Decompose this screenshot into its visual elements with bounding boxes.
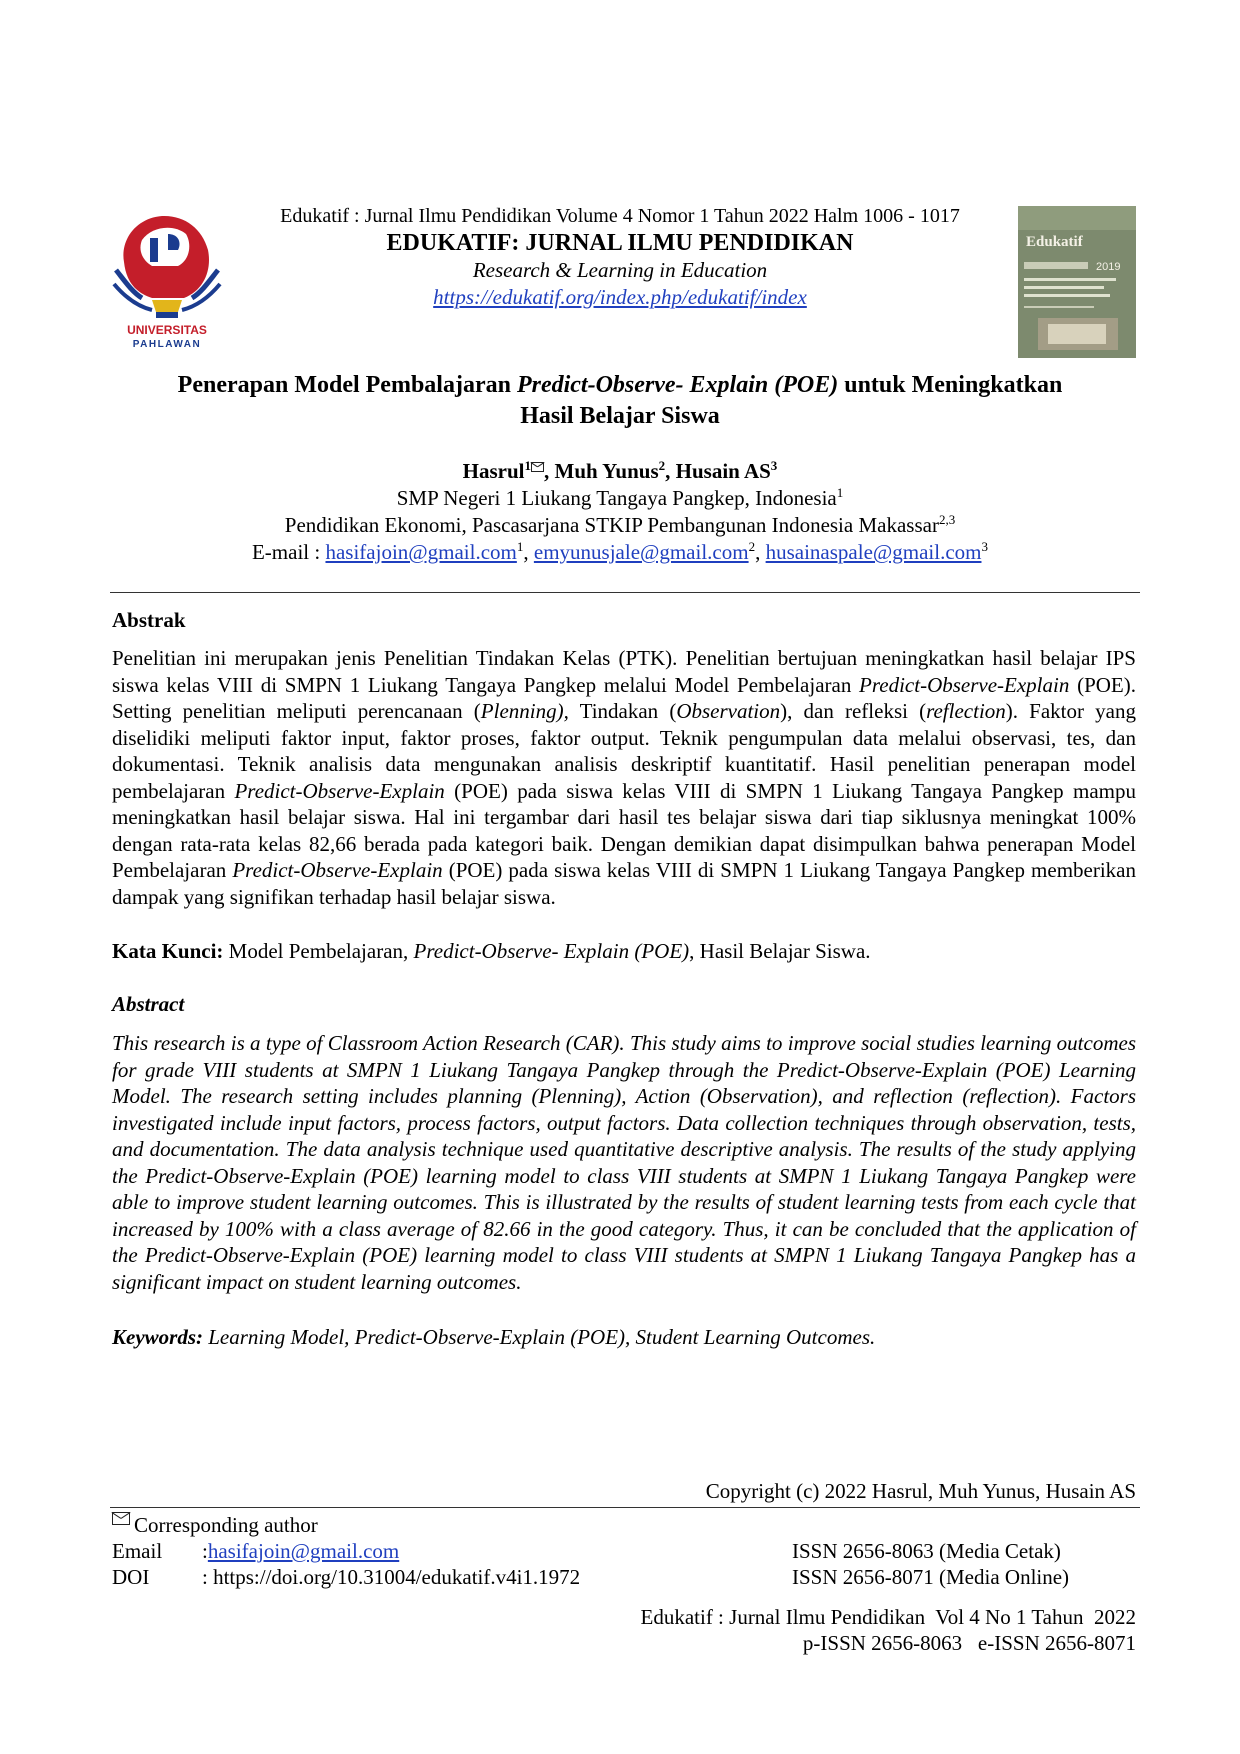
- journal-title: EDUKATIF: JURNAL ILMU PENDIDIKAN: [386, 230, 854, 256]
- university-logo: [112, 200, 222, 350]
- logo-text-universitas: UNIVERSITAS: [127, 323, 207, 337]
- logo-emblem-icon: [114, 216, 220, 318]
- author-block: [130, 458, 1110, 566]
- affiliation-1: SMP Negeri 1 Liukang Tangaya Pangkep, Indonesia$^1$: [396, 485, 844, 510]
- journal-header: [240, 204, 1000, 311]
- page-footer: Edukatif : Jurnal Ilmu Pendidikan Vol 4 No 1 Tahun 2022 p-ISSN 2656-8063 e-ISSN 2656-8071: [640, 1605, 1136, 1655]
- keywords: Keywords: Learning Model, Predict-Observe-Explain (POE), Student Learning Outcomes.: [112, 1325, 876, 1349]
- cover-year: 2019: [1096, 261, 1121, 273]
- journal-url-link[interactable]: https://edukatif.org/index.php/edukatif/index: [433, 285, 807, 309]
- footer-divider: [110, 1507, 1140, 1508]
- copyright: Copyright (c) 2022 Hasrul, Muh Yunus, Husain AS: [705, 1479, 1136, 1503]
- author-names: Hasrul$^1$ , Muh Yunus$^2$, Husain $AS^3$: [462, 458, 778, 483]
- abstrak-heading: Abstrak: [112, 608, 186, 632]
- envelope-icon: [112, 1512, 130, 1525]
- logo-text-pahlawan: PAHLAWAN: [132, 339, 202, 350]
- abstract-body: This research is a type of Classroom Action Research (CAR). This study aims to improve social studies learning outcomes for grade VIII students at SMPN 1 Liukang Tangaya Pangkep through the Predict-Observe-Explain (POE) Learning Model. The research setting includes planning (Plenning), Action (Observation), and reflection (reflection). Factors investigated include input factors, process factors, output factors. Data collection techniques through observation, tests, and documentation. The data analysis technique used quantitative descriptive analysis. The results of the study applying the Predict-Observe-Explain (POE) learning model to class VIII students at SMPN 1 Liukang Tangaya Pangkep were able to improve student learning outcomes. This is illustrated by the results of student learning tests from each cycle that increased by 100% with a class average of 82.66 in the good category. Thus, it can be concluded that the application of the Predict-Observe-Explain (POE) learning model to class VIII students at SMPN 1 Liukang Tangaya Pangkep has a significant impact on student learning outcomes.: [112, 1031, 1136, 1294]
- paper-title: Penerapan Model Pembalajaran Predict-Observe- Explain (POE) untuk Meningkatkan Hasil Belajar Siswa: [177, 372, 1063, 429]
- divider: [110, 592, 1140, 593]
- author-emails: E-mail : hasifajoin@gmail.com$^1$, emyunusjale@gmail.com$^2$, husainaspale@gmail.com$^3$: [251, 539, 988, 564]
- doi-value: : https://doi.org/10.31004/edukatif.v4i1.1972: [202, 1565, 581, 1589]
- envelope-icon: [531, 462, 544, 472]
- cover-title: Edukatif: [1026, 234, 1083, 250]
- corresponding-author-block: Corresponding author Email : hasifajoin@gmail.com DOI : https://doi.org/10.31004/edukatif.v4i1.1972: [112, 1513, 581, 1589]
- email-link-3[interactable]: husainaspale@gmail.com: [765, 540, 982, 564]
- corresponding-email-link[interactable]: hasifajoin@gmail.com: [207, 1539, 400, 1563]
- journal-subtitle: Research & Learning in Education: [472, 258, 768, 282]
- journal-cover-image: [1018, 206, 1136, 358]
- abstract-heading: Abstract: [112, 992, 185, 1016]
- affiliation-2: Pendidikan Ekonomi, Pascasarjana STKIP Pembangunan Indonesia Makassar$^{2,3}$: [284, 512, 956, 537]
- kata-kunci: Kata Kunci: Model Pembelajaran, Predict-Observe- Explain (POE), Hasil Belajar Siswa.: [112, 939, 871, 963]
- journal-volume-line: Edukatif : Jurnal Ilmu Pendidikan Volume 4 Nomor 1 Tahun 2022 Halm 1006 - 1017: [280, 205, 960, 227]
- issn-block: ISSN 2656-8063 (Media Cetak) ISSN 2656-8071 (Media Online): [792, 1539, 1070, 1589]
- email-link-2[interactable]: emyunusjale@gmail.com: [533, 540, 749, 564]
- email-link-1[interactable]: hasifajoin@gmail.com: [325, 540, 517, 564]
- abstrak-body: Penelitian ini merupakan jenis Penelitian Tindakan Kelas (PTK). Penelitian bertujuan meningkatkan hasil belajar IPS siswa kelas VIII di SMPN 1 Liukang Tangaya Pangkep melalui Model Pembelajaran Predict-Observe-Explain (POE). Setting penelitian meliputi perencanaan (Plenning), Tindakan (Observation), dan refleksi (reflection). Faktor yang diselidiki meliputi faktor input, faktor proses, faktor output. Teknik pengumpulan data melalui observasi, tes, dan dokumentasi. Teknik analisis data mengunakan analisis deskriptif kuantitatif. Hasil penelitian penerapan model pembelajaran Predict-Observe-Explain (POE) pada siswa kelas VIII di SMPN 1 Liukang Tangaya Pangkep mampu meningkatkan hasil belajar siswa. Hal ini tergambar dari hasil tes belajar siswa dari tiap siklusnya meningkat 100% dengan rata-rata kelas 82,66 berada pada kategori baik. Dengan demikian dapat disimpulkan bahwa penerapan Model Pembelajaran Predict-Observe-Explain (POE) pada siswa kelas VIII di SMPN 1 Liukang Tangaya Pangkep memberikan dampak yang signifikan terhadap hasil belajar siswa.: [112, 646, 1136, 909]
